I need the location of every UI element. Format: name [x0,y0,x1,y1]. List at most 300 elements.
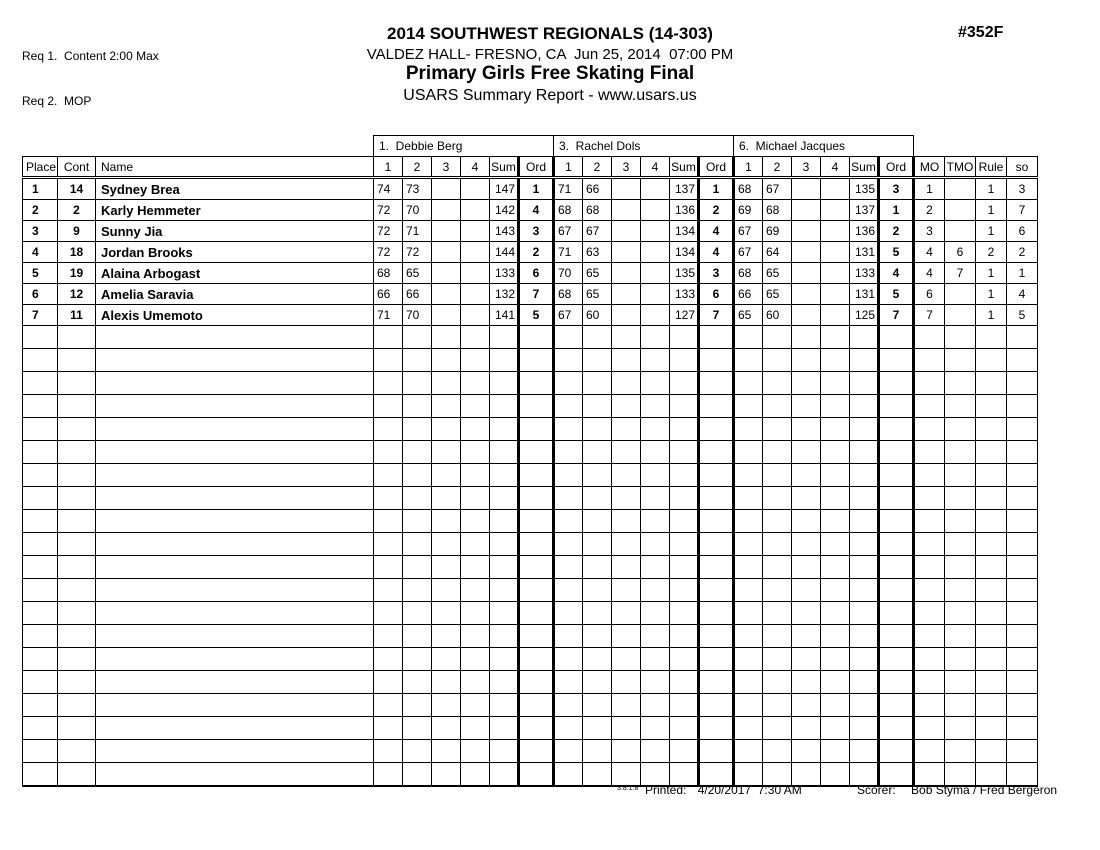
empty-cell [58,326,96,349]
empty-cell [641,510,670,533]
judge2-score-cell [612,221,641,242]
place-cell: 6 [23,284,58,305]
col-header-mo: MO [914,157,945,178]
empty-cell [792,671,821,694]
empty-cell [554,625,583,648]
judge3-score-cell: 64 [763,242,792,263]
empty-cell [879,395,914,418]
judge1-sum-cell: 141 [490,305,519,326]
judge2-score-cell: 60 [583,305,612,326]
empty-row [23,441,1038,464]
judge3-score-cell: 67 [763,178,792,200]
judge3-score-cell: 60 [763,305,792,326]
empty-cell [23,487,58,510]
empty-cell [734,395,763,418]
empty-cell [699,441,734,464]
rule-cell: 1 [976,221,1007,242]
tmo-cell [945,305,976,326]
empty-cell [792,372,821,395]
empty-cell [976,510,1007,533]
empty-cell [699,418,734,441]
judge1-score-cell [461,178,490,200]
empty-cell [976,372,1007,395]
empty-cell [945,487,976,510]
judge3-score-cell: 65 [763,284,792,305]
empty-cell [945,579,976,602]
empty-cell [554,372,583,395]
empty-cell [763,533,792,556]
empty-cell [23,349,58,372]
empty-cell [763,671,792,694]
empty-cell [583,694,612,717]
empty-cell [461,487,490,510]
empty-cell [374,648,403,671]
empty-cell [554,740,583,763]
empty-cell [734,579,763,602]
empty-cell [976,602,1007,625]
empty-cell [821,326,850,349]
rule-cell: 1 [976,263,1007,284]
empty-cell [670,556,699,579]
empty-cell [699,487,734,510]
scorer-value: Bob Styma / Fred Bergeron [911,783,1058,797]
judge1-score-cell: 72 [374,200,403,221]
empty-cell [432,418,461,441]
empty-cell [23,694,58,717]
judge1-score-cell [461,263,490,284]
judge-name-box-2: 3. Rachel Dols [554,136,734,157]
empty-row [23,372,1038,395]
empty-row [23,326,1038,349]
empty-cell [612,464,641,487]
judge1-score-cell [432,200,461,221]
empty-cell [641,372,670,395]
empty-cell [583,648,612,671]
empty-cell [519,326,554,349]
empty-cell [734,441,763,464]
judge3-sum-cell: 136 [850,221,879,242]
contestant-number-cell: 19 [58,263,96,284]
empty-cell [490,763,519,787]
empty-cell [945,395,976,418]
empty-cell [96,441,374,464]
judge3-score-cell: 66 [734,284,763,305]
judge2-score-cell: 65 [583,263,612,284]
empty-cell [792,326,821,349]
judge2-sum-cell: 135 [670,263,699,284]
empty-cell [914,602,945,625]
empty-cell [763,418,792,441]
empty-cell [612,533,641,556]
judge3-sum-cell: 131 [850,242,879,263]
judge1-ord-cell: 2 [519,242,554,263]
empty-cell [976,740,1007,763]
empty-cell [699,717,734,740]
empty-cell [641,602,670,625]
judge3-sum-cell: 125 [850,305,879,326]
judge3-sum-cell: 135 [850,178,879,200]
judge1-score-cell [461,221,490,242]
empty-cell [976,579,1007,602]
empty-cell [461,648,490,671]
empty-row [23,602,1038,625]
empty-cell [792,418,821,441]
empty-cell [403,648,432,671]
empty-cell [734,694,763,717]
empty-cell [821,556,850,579]
empty-cell [914,556,945,579]
place-cell: 4 [23,242,58,263]
empty-cell [374,556,403,579]
empty-cell [23,625,58,648]
empty-cell [763,717,792,740]
empty-cell [23,326,58,349]
empty-cell [58,533,96,556]
empty-cell [583,579,612,602]
empty-cell [734,648,763,671]
mo-cell: 4 [914,263,945,284]
contestant-number-cell: 14 [58,178,96,200]
empty-cell [734,487,763,510]
empty-cell [96,740,374,763]
judge2-score-cell: 65 [583,284,612,305]
empty-cell [641,326,670,349]
empty-row [23,349,1038,372]
empty-cell [763,579,792,602]
empty-cell [976,694,1007,717]
empty-cell [792,487,821,510]
empty-cell [670,579,699,602]
judge2-score-cell: 71 [554,242,583,263]
col-header-cont: Cont [58,157,96,178]
empty-cell [490,533,519,556]
judge3-score-cell [821,305,850,326]
so-cell: 7 [1007,200,1038,221]
empty-cell [58,510,96,533]
empty-cell [374,464,403,487]
judge2-ord-cell: 6 [699,284,734,305]
empty-cell [519,740,554,763]
empty-cell [23,717,58,740]
empty-cell [879,441,914,464]
empty-cell [670,349,699,372]
judge2-score-cell: 70 [554,263,583,284]
judge2-sum-cell: 134 [670,242,699,263]
empty-cell [1007,441,1038,464]
empty-cell [583,372,612,395]
empty-cell [976,487,1007,510]
empty-cell [734,349,763,372]
judge3-score-cell [792,263,821,284]
empty-cell [734,556,763,579]
empty-cell [1007,487,1038,510]
empty-cell [792,717,821,740]
empty-cell [641,717,670,740]
empty-cell [554,579,583,602]
empty-cell [734,602,763,625]
skater-name-cell: Alexis Umemoto [96,305,374,326]
empty-cell [792,441,821,464]
empty-cell [670,395,699,418]
empty-cell [96,349,374,372]
empty-cell [96,717,374,740]
judge2-score-cell [641,263,670,284]
rule-cell: 1 [976,178,1007,200]
judge2-score-cell [612,178,641,200]
empty-cell [58,579,96,602]
empty-cell [461,372,490,395]
empty-cell [461,418,490,441]
judge2-ord-cell: 2 [699,200,734,221]
empty-cell [641,464,670,487]
empty-cell [461,625,490,648]
empty-cell [850,510,879,533]
empty-cell [96,556,374,579]
judge-row-left-blank [23,136,374,157]
empty-cell [432,487,461,510]
judge3-score-cell: 69 [763,221,792,242]
empty-cell [403,763,432,787]
skater-name-cell: Karly Hemmeter [96,200,374,221]
empty-cell [519,533,554,556]
empty-cell [432,648,461,671]
empty-row [23,418,1038,441]
judge2-score-cell: 67 [554,221,583,242]
empty-cell [976,533,1007,556]
empty-cell [432,441,461,464]
empty-cell [914,717,945,740]
empty-cell [490,510,519,533]
empty-cell [1007,510,1038,533]
empty-cell [519,441,554,464]
empty-cell [1007,464,1038,487]
empty-cell [914,372,945,395]
empty-cell [403,349,432,372]
place-cell: 7 [23,305,58,326]
empty-cell [850,533,879,556]
empty-cell [23,602,58,625]
empty-cell [554,648,583,671]
empty-cell [734,625,763,648]
empty-cell [403,464,432,487]
empty-cell [403,372,432,395]
empty-cell [374,533,403,556]
empty-cell [403,717,432,740]
judge3-score-cell [821,221,850,242]
empty-cell [821,372,850,395]
empty-cell [763,441,792,464]
empty-cell [641,418,670,441]
judge3-ord-cell: 4 [879,263,914,284]
judge2-score-cell: 67 [554,305,583,326]
skater-row [23,221,1038,242]
empty-cell [490,372,519,395]
empty-cell [432,395,461,418]
empty-cell [374,372,403,395]
empty-cell [374,441,403,464]
empty-cell [403,625,432,648]
judge3-score-cell: 68 [763,200,792,221]
empty-cell [821,763,850,787]
empty-cell [914,625,945,648]
empty-cell [879,579,914,602]
empty-cell [432,671,461,694]
empty-cell [641,349,670,372]
empty-cell [699,648,734,671]
empty-cell [374,602,403,625]
empty-cell [850,418,879,441]
scorer-label: Scorer: [857,783,896,797]
empty-cell [554,395,583,418]
rule-cell: 1 [976,284,1007,305]
col-header-judge1-2: 2 [403,157,432,178]
empty-cell [490,556,519,579]
empty-cell [612,625,641,648]
empty-cell [670,533,699,556]
empty-cell [734,671,763,694]
empty-cell [612,602,641,625]
judge1-score-cell [461,242,490,263]
col-header-judge3-3: 3 [792,157,821,178]
empty-cell [554,418,583,441]
empty-cell [734,326,763,349]
empty-cell [945,441,976,464]
judge2-score-cell [612,200,641,221]
judge1-ord-cell: 1 [519,178,554,200]
empty-cell [879,671,914,694]
empty-cell [699,625,734,648]
empty-cell [976,717,1007,740]
empty-cell [519,395,554,418]
empty-cell [914,694,945,717]
judge1-sum-cell: 144 [490,242,519,263]
empty-cell [461,510,490,533]
empty-cell [641,625,670,648]
empty-cell [96,694,374,717]
empty-cell [821,602,850,625]
empty-cell [976,625,1007,648]
empty-cell [519,418,554,441]
empty-cell [461,395,490,418]
empty-cell [641,694,670,717]
mo-cell: 1 [914,178,945,200]
empty-cell [670,487,699,510]
empty-row [23,717,1038,740]
empty-cell [554,326,583,349]
judge3-score-cell [821,200,850,221]
empty-cell [403,740,432,763]
empty-cell [58,648,96,671]
empty-cell [432,349,461,372]
judge3-sum-cell: 137 [850,200,879,221]
empty-cell [519,671,554,694]
empty-row [23,648,1038,671]
empty-cell [763,740,792,763]
empty-cell [96,395,374,418]
empty-cell [792,579,821,602]
empty-cell [641,556,670,579]
empty-cell [641,671,670,694]
col-header-judge3-ord: Ord [879,157,914,178]
empty-cell [976,418,1007,441]
empty-cell [374,694,403,717]
empty-cell [612,349,641,372]
judge2-score-cell [612,263,641,284]
empty-cell [1007,717,1038,740]
empty-cell [850,579,879,602]
empty-cell [490,418,519,441]
empty-cell [879,326,914,349]
empty-cell [792,625,821,648]
empty-cell [699,464,734,487]
empty-cell [850,740,879,763]
col-header-so: so [1007,157,1038,178]
empty-row [23,533,1038,556]
empty-cell [461,740,490,763]
empty-cell [403,533,432,556]
empty-cell [583,464,612,487]
empty-cell [612,648,641,671]
judge2-score-cell: 68 [554,284,583,305]
empty-cell [519,602,554,625]
tmo-cell [945,221,976,242]
empty-cell [96,464,374,487]
judge3-score-cell: 69 [734,200,763,221]
empty-cell [403,418,432,441]
page-title: 2014 SOUTHWEST REGIONALS (14-303) [387,24,713,43]
empty-cell [850,487,879,510]
empty-cell [461,694,490,717]
empty-cell [699,372,734,395]
empty-cell [58,395,96,418]
col-header-judge2-sum: Sum [670,157,699,178]
empty-cell [945,326,976,349]
empty-cell [461,671,490,694]
empty-cell [490,740,519,763]
empty-cell [96,372,374,395]
skater-row [23,284,1038,305]
judge3-score-cell: 65 [763,263,792,284]
judge2-ord-cell: 1 [699,178,734,200]
empty-cell [432,717,461,740]
empty-cell [850,602,879,625]
empty-cell [612,740,641,763]
empty-cell [792,395,821,418]
empty-cell [641,441,670,464]
empty-cell [1007,671,1038,694]
judge2-sum-cell: 133 [670,284,699,305]
empty-cell [432,602,461,625]
tmo-cell: 7 [945,263,976,284]
empty-cell [850,395,879,418]
empty-cell [461,602,490,625]
judge1-score-cell: 66 [374,284,403,305]
empty-cell [490,395,519,418]
empty-cell [612,671,641,694]
judge2-score-cell [612,305,641,326]
event-title: Primary Girls Free Skating Final [405,63,695,84]
empty-cell [461,579,490,602]
empty-cell [374,349,403,372]
empty-cell [96,326,374,349]
empty-cell [850,441,879,464]
empty-cell [914,464,945,487]
empty-cell [612,418,641,441]
empty-cell [519,648,554,671]
judge2-score-cell [641,242,670,263]
col-header-name: Name [96,157,374,178]
empty-cell [763,349,792,372]
